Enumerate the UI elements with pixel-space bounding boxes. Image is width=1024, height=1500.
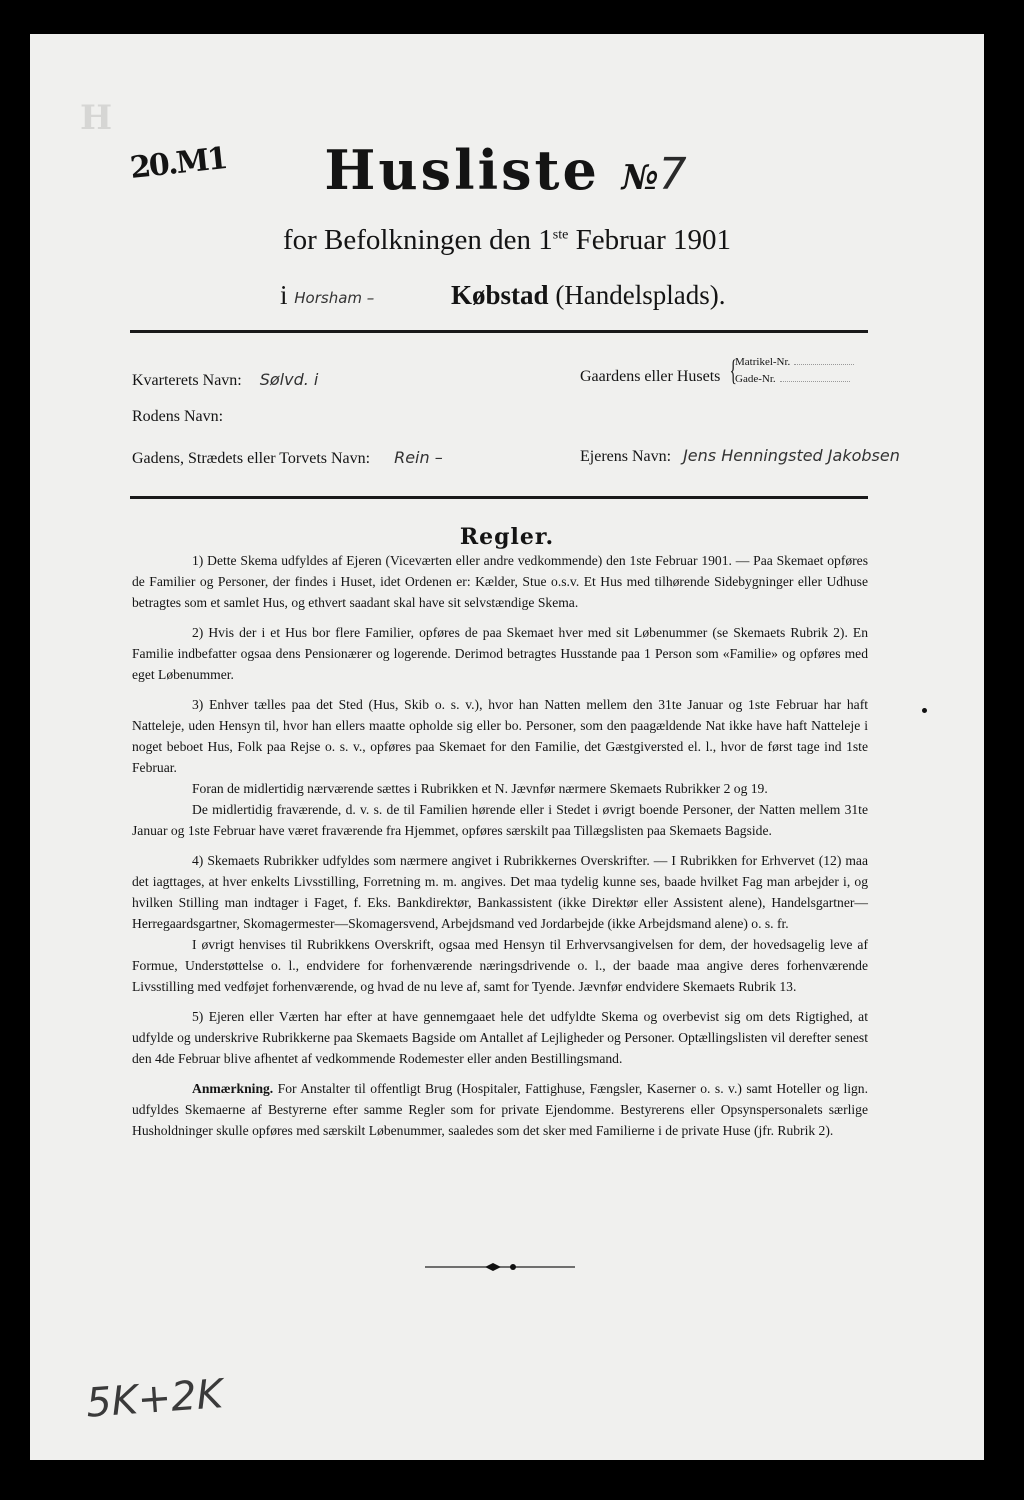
stamp-number: 20.M1 [128,141,228,186]
bottom-handwritten-note: 5K+2K [84,1371,225,1427]
gaard-field [580,368,720,386]
handelsplads-label: (Handelsplads). [555,280,726,310]
gade-nr-dotline [780,381,850,382]
rule-3-fravaerende: De midlertidig fraværende, d. v. s. de til Familien hørende eller i Stedet i øvrigt boende Personer, der Natten mellem 31te Januar og 1ste Februar have været fraværende fra Hjemmet, opføres særskilt paa Tillægslisten paa Skemaets Bagside. [132,802,868,838]
anmaerkning-label: Anmærkning. [192,1081,274,1096]
gade-label: Gadens, Strædets eller Torvets Navn: [132,450,371,467]
rule-2: 2) Hvis der i et Hus bor flere Familier, opføres de paa Skemaet hver med sit Løbenummer (se Skemaets Rubrik 2). En Familie indbefatter ogsaa dens Pensionærer og logerende. Derimod betragtes Husstande paa 1 Person som «Familie» og opføres med eget Løbenummer. [132,625,868,682]
gaard-label: Gaardens eller Husets [580,368,721,385]
ornament-divider [425,1262,575,1272]
anmaerkning [132,1078,868,1141]
ejer-label: Ejerens Navn: [580,448,672,465]
town-line [280,280,726,311]
kvarter-field [132,370,318,390]
matrikel-block [735,354,854,388]
regler-heading: Regler. [459,524,555,550]
roden-label: Rodens Navn: [132,408,224,425]
list-number-handwritten: 7 [658,149,690,200]
title-text: Husliste [324,138,600,202]
rules-text [132,550,868,1150]
rule-4: 4) Skemaets Rubrikker udfyldes som nærmere angivet i Rubrikkernes Overskrifter. — I Rubrikken for Erhvervet (12) maa det iagttages, at hver enkelts Livsstilling, Forretning m. m. angives. Det maa tydelig kunne ses, baade hvilket Fag man arbejder i, og hvilken Stilling man indtager i Faget, f. Eks. Bankdirektør, Bankassistent (ikke Direktør eller Assistent alene), Handelsgartner—Herregaardsgartner, Skomagermester—Skomagersvend, Arbejdsmand ved Jordarbejde (ikke Arbejdsmand alene) o. s. fr. [132,853,868,931]
roden-field [132,408,223,426]
census-form-page [30,34,984,1460]
top-divider [130,330,868,333]
kvarter-value: Sølvd. i [259,370,319,389]
anmaerkning-text: For Anstalter til offentligt Brug (Hospitaler, Fattighuse, Fængsler, Kaserner o. s. v.) samt Hoteller og lign. udfyldes Skemaerne af Bestyrerne efter samme Regler som for private Ejendomme. Bestyrerens eller Opsynspersonalets særlige Husholdninger skulle opføres med særskilt Løbenummer, saaledes som det sker med Familierne i de private Huse (jfr. Rubrik 2). [132,1081,868,1138]
page-title [30,138,984,202]
brace-icon: { [729,354,737,387]
rule-4-ovrigt: I øvrigt henvises til Rubrikkens Overskrift, ogsaa med Hensyn til Erhvervsangivelsen for dem, der hovedsagelig leve af Formue, Understøttelse o. l., endvidere for forhenværende næringsdrivende o. l., der baade maa angive deres forhenværende Livsstilling med vedføjet forhenværende, og hvad de nu leve af, samt for Tyende. Jævnfør endvidere Skemaets Rubrik 13. [132,937,868,994]
subtitle-sup: ste [552,227,569,243]
rule-3: 3) Enhver tælles paa det Sted (Hus, Skib o. s. v.), hvor han Natten mellem den 31te Januar og 1ste Februar har haft Natteleje, uden Hensyn til, hvor han ellers maatte opholde sig eller bo. Personer, som den paagældende Nat ikke have haft Natteleje i noget beboet Hus, Folk paa Rejse o. s. v., opføres paa Skemaet for den Familie, det Gæstgiversted el. l., hvor de først tage ind 1ste Februar. [132,697,868,775]
number-sign: № [621,158,659,198]
rule-3-foran: Foran de midlertidig nærværende sættes i Rubrikken et N. Jævnfør nærmere Skemaets Rubrikker 2 og 19. [192,781,768,796]
rule-5: 5) Ejeren eller Værten har efter at have gennemgaaet hele det udfyldte Skema og overbevist sig om dets Rigtighed, at udfylde og underskrive Rubrikkerne paa Skemaets Bagside om Antallet af Lejligheder og Personer. Optællingslisten vil derefter senest den 4de Februar blive afhentet af vedkommende Rodemester eller anden Bestillingsmand. [132,1009,868,1066]
bleed-through-mark: H [80,98,113,138]
ink-dot [922,708,927,713]
town-prefix: i [280,280,288,310]
subtitle-part-a: for Befolkningen den 1 [282,224,553,256]
ejer-value: Jens Henningsted Jakobsen [683,446,900,465]
subtitle-part-b: Februar 1901 [568,224,732,256]
gade-nr-label: Gade-Nr. [735,373,776,385]
kvarter-label: Kvarterets Navn: [132,372,242,389]
fields-divider [130,496,868,499]
town-handwritten: Horsham – [294,288,375,307]
subtitle [30,224,984,257]
gade-value: Rein – [394,448,443,467]
matrikel-dotline [794,364,854,365]
kobstad-label: Købstad [451,280,549,310]
rule-1: 1) Dette Skema udfyldes af Ejeren (Viceværten eller andre vedkommende) den 1ste Februar 1901. — Paa Skemaet opføres de Familier og Personer, der findes i Huset, idet Ordenen er: Kælder, Stue o.s.v. Et Hus med tilhørende Sidebygninger eller Udhuse betragtes som et samlet Hus, og ethvert saadant skal have sit selvstændige Skema. [132,553,868,610]
ejer-field [580,446,900,466]
gade-field [132,448,443,468]
matrikel-label: Matrikel-Nr. [735,356,791,368]
